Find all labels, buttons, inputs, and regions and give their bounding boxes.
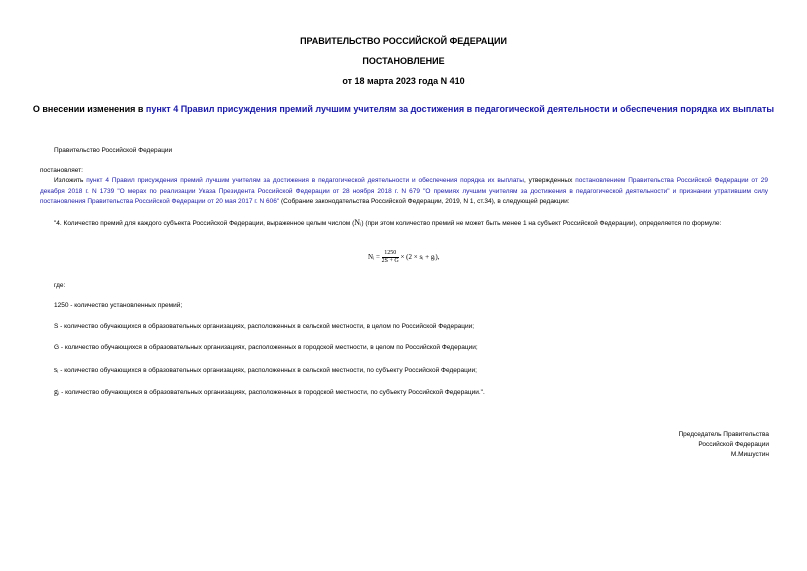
formula-numerator: 1250 — [382, 250, 399, 258]
issuer: Правительство Российской Федерации — [54, 147, 173, 154]
definition-s: S - количество обучающихся в образовательных организациях, расположенных в сельской местности, в целом по Российской Федерации; — [54, 323, 475, 330]
title-prefix: О внесении изменения в — [32, 104, 146, 114]
si-symbol: sᵢ — [54, 365, 59, 374]
gi-symbol: gᵢ — [54, 387, 60, 396]
definition-gi-text: - количество обучающихся в образовательных организациях, расположенных в городской местности, по субъекту Российской Федерации.". — [59, 389, 485, 396]
signature-country: Российской Федерации — [698, 441, 769, 448]
document-type: ПОСТАНОВЛЕНИЕ — [362, 56, 445, 66]
resolution-link[interactable]: постановлением Правительства Российской Федерации от 29 декабря 2018 г. N 1739 "О мерах по реализации Указа Президента Российской Федерации от 28 ноября 2018 г. N 679 "О премиях лучшим учителям за достижения в педагогической деятельности" и признании утратившим силу постановления Правительства Российской Федерации от 20 мая 2017 г. N 606" — [40, 177, 768, 205]
point-4-text-2: ) (при этом количество премий не может быть менее 1 на субъект Российской Федерации), определяется по формуле: — [361, 220, 722, 227]
definition-1250: 1250 - количество установленных премий; — [54, 302, 183, 309]
point-4-paragraph — [40, 218, 768, 230]
signature-block — [569, 430, 769, 460]
main-paragraph — [40, 176, 768, 208]
rules-point-link[interactable]: пункт 4 Правил присуждения премий лучшим учителям за достижения в педагогической деятельности и обеспечения порядка их выплаты — [86, 177, 524, 184]
main-text-2: , утвержденных — [523, 177, 576, 184]
formula-lhs: Nᵢ = — [368, 253, 380, 262]
document-title — [0, 104, 807, 114]
definition-gi — [54, 387, 485, 399]
where-label: где: — [54, 282, 66, 289]
signature-position: Председатель Правительства — [678, 431, 769, 438]
main-text-3: (Собрание законодательства Российской Федерации, 2019, N 1, ст.34), в следующей редакции: — [279, 198, 570, 205]
ni-symbol: Nᵢ — [354, 218, 362, 227]
definition-si — [54, 365, 477, 377]
point-4-text-1: "4. Количество премий для каждого субъекта Российской Федерации, выраженное целым числом ( — [54, 220, 355, 227]
definition-si-text: - количество обучающихся в образовательных организациях, расположенных в сельской местности, по субъекту Российской Федерации; — [58, 367, 477, 374]
prize-formula — [368, 250, 440, 265]
signature-name: М.Мишустин — [730, 451, 769, 458]
formula-denominator: 2S + G — [381, 258, 399, 264]
title-link[interactable]: пункт 4 Правил присуждения премий лучшим учителям за достижения в педагогической деятельности и обеспечения порядка их выплаты — [145, 104, 775, 114]
formula-rhs: × (2 × sᵢ + gᵢ), — [400, 253, 440, 262]
government-heading: ПРАВИТЕЛЬСТВО РОССИЙСКОЙ ФЕДЕРАЦИИ — [300, 36, 507, 46]
main-text-1: Изложить — [54, 177, 87, 184]
decrees: постановляет: — [40, 167, 83, 174]
date-number: от 18 марта 2023 года N 410 — [342, 76, 465, 86]
definition-g: G - количество обучающихся в образовательных организациях, расположенных в городской местности, в целом по Российской Федерации; — [54, 344, 478, 351]
formula-fraction — [382, 250, 399, 265]
